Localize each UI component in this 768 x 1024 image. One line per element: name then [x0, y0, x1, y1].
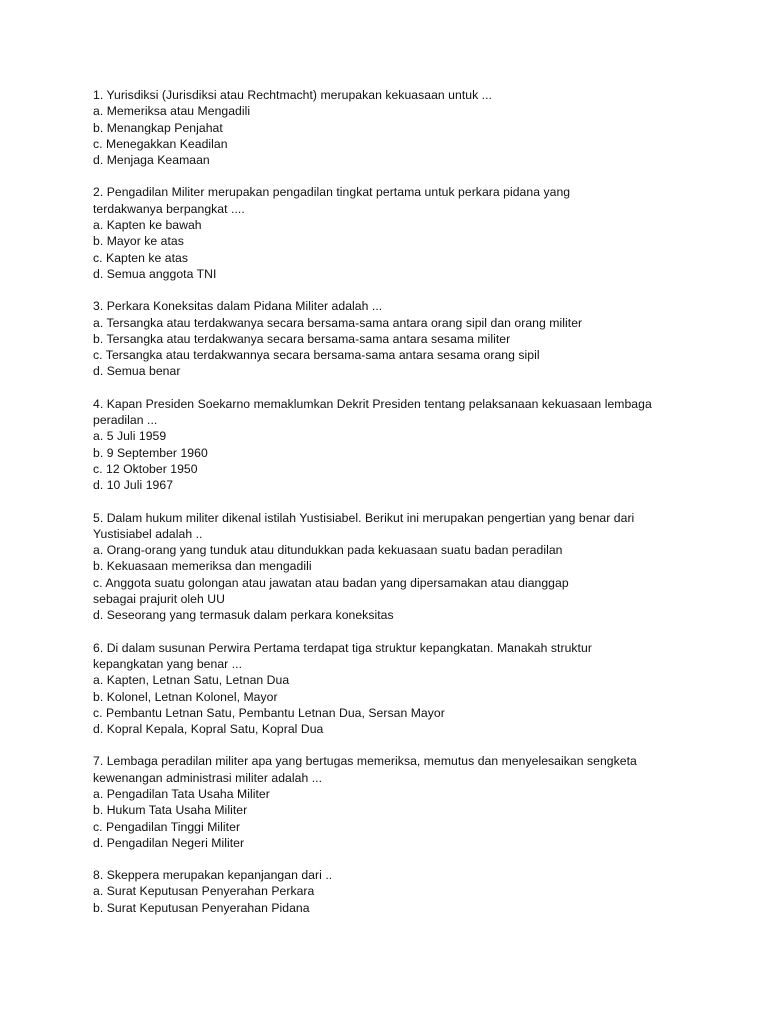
answer-option: b. Hukum Tata Usaha Militer: [93, 803, 248, 818]
answer-option: b. Surat Keputusan Penyerahan Pidana: [93, 900, 310, 915]
answer-option: c. Anggota suatu golongan atau jawatan atau badan yang dipersamakan atau dianggap: [93, 575, 569, 590]
question-text: 2. Pengadilan Militer merupakan pengadilan tingkat pertama untuk perkara pidana yang: [93, 185, 571, 200]
answer-option: c. Menegakkan Keadilan: [93, 136, 228, 151]
answer-option: b. Mayor ke atas: [93, 234, 184, 249]
question-7: [93, 753, 693, 851]
question-8: [93, 867, 693, 916]
question-5: [93, 510, 693, 624]
answer-option: d. Semua anggota TNI: [93, 266, 217, 281]
question-list: [93, 87, 693, 932]
answer-option: d. Pengadilan Negeri Militer: [93, 835, 245, 850]
answer-option: a. Kapten, Letnan Satu, Letnan Dua: [93, 673, 290, 688]
answer-option: a. Tersangka atau terdakwanya secara bersama-sama antara orang sipil dan orang militer: [93, 315, 583, 330]
question-text: 4. Kapan Presiden Soekarno memaklumkan Dekrit Presiden tentang pelaksanaan kekuasaan lembaga: [93, 396, 652, 411]
question-text: Yustisiabel adalah ..: [93, 526, 203, 541]
answer-option: a. Orang-orang yang tunduk atau ditundukkan pada kekuasaan suatu badan peradilan: [93, 543, 563, 558]
answer-option: c. Kapten ke atas: [93, 250, 189, 265]
answer-option: d. 10 Juli 1967: [93, 478, 174, 493]
question-text: 3. Perkara Koneksitas dalam Pidana Militer adalah ...: [93, 299, 383, 314]
answer-option: sebagai prajurit oleh UU: [93, 592, 225, 607]
answer-option: d. Kopral Kepala, Kopral Satu, Kopral Dua: [93, 722, 324, 737]
question-4: [93, 396, 693, 494]
answer-option: c. Pengadilan Tinggi Militer: [93, 819, 241, 834]
answer-option: b. 9 September 1960: [93, 445, 208, 460]
answer-option: d. Semua benar: [93, 364, 181, 379]
answer-option: c. Pembantu Letnan Satu, Pembantu Letnan Dua, Sersan Mayor: [93, 705, 445, 720]
question-1: [93, 87, 693, 168]
answer-option: c. Tersangka atau terdakwannya secara bersama-sama antara sesama orang sipil: [93, 348, 540, 363]
question-text: 6. Di dalam susunan Perwira Pertama terdapat tiga struktur kepangkatan. Manakah struktur: [93, 640, 592, 655]
question-text: peradilan ...: [93, 413, 158, 428]
question-2: [93, 184, 693, 282]
question-text: 5. Dalam hukum militer dikenal istilah Yustisiabel. Berikut ini merupakan pengertian yang benar dari: [93, 510, 635, 525]
question-text: 8. Skeppera merupakan kepanjangan dari ..: [93, 868, 333, 883]
answer-option: d. Seseorang yang termasuk dalam perkara koneksitas: [93, 608, 394, 623]
answer-option: c. 12 Oktober 1950: [93, 461, 198, 476]
answer-option: b. Menangkap Penjahat: [93, 120, 223, 135]
question-6: [93, 640, 693, 738]
answer-option: b. Kekuasaan memeriksa dan mengadili: [93, 559, 312, 574]
answer-option: a. Memeriksa atau Mengadili: [93, 104, 251, 119]
answer-option: a. Kapten ke bawah: [93, 218, 202, 233]
answer-option: a. Pengadilan Tata Usaha Militer: [93, 786, 270, 801]
answer-option: b. Kolonel, Letnan Kolonel, Mayor: [93, 689, 278, 704]
answer-option: d. Menjaga Keamaan: [93, 153, 210, 168]
question-text: terdakwanya berpangkat ....: [93, 201, 245, 216]
answer-option: a. 5 Juli 1959: [93, 429, 167, 444]
question-text: 7. Lembaga peradilan militer apa yang bertugas memeriksa, memutus dan menyelesaikan sengketa: [93, 754, 637, 769]
question-3: [93, 298, 693, 379]
answer-option: b. Tersangka atau terdakwanya secara bersama-sama antara sesama militer: [93, 331, 511, 346]
question-text: kewenangan administrasi militer adalah ...: [93, 770, 323, 785]
question-text: 1. Yurisdiksi (Jurisdiksi atau Rechtmacht) merupakan kekuasaan untuk ...: [93, 88, 492, 102]
answer-option: a. Surat Keputusan Penyerahan Perkara: [93, 884, 315, 899]
question-text: kepangkatan yang benar ...: [93, 656, 243, 671]
